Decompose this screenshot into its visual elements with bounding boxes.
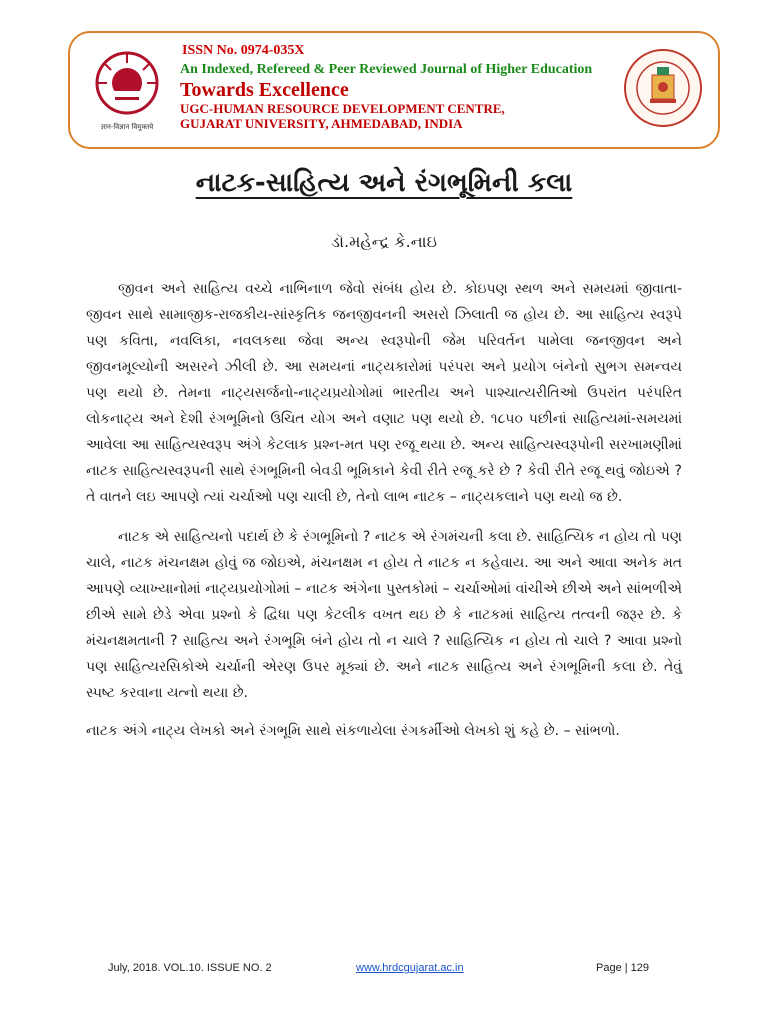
journal-title: Towards Excellence [180, 79, 349, 101]
paragraph-1: જીવન અને સાહિત્ય વચ્ચે નાભિનાળ જેવો સંબંધ હોય છે. કોઇપણ સ્થળ અને સમયમાં જીવાતા-જીવન સાથે સામાજીક-રાજકીય-સાંસ્કૃતિક જનજીવનની અસરો ઝિલાતી જ હોય છે. આ સાહિત્ય સ્વરૂપે પણ કવિતા, નવલિકા, નવલકથા જેવા અન્ય સ્વરૂપોની જેમ પરિવર્તન પામેલા જનજીવન અને જીવનમૂલ્યોની અસરને ઝીલી છે. આ સમયનાં નાટ્યકારોમાં પરંપરા અને પ્રયોગ બંનેનો સુભગ સમન્વય પણ થયો છે. તેમના નાટ્યસર્જનો-નાટ્યપ્રયોગોમાં ભારતીય અને પાશ્ચાત્યરીતિઓ ઉપરાંત પરંપરિત લોકનાટ્ય અને દેશી રંગભૂમિનો ઉચિત યોગ અને વણાટ પણ થયો છે. ૧૮૫૦ પછીનાં સાહિત્યમાં-સમયમાં આવેલા આ સાહિત્યસ્વરૂપ અંગે કેટલાક પ્રશ્ન-મત પણ રજૂ થયા છે. અન્ય સાહિત્યસ્વરૂપોની સરખામણીમાં નાટક સાહિત્યસ્વરૂપની સાથે રંગભૂમિની બેવડી ભૂમિકાને કેવી રીતે રજૂ કરે છે ? કેવી રીતે રજૂ થવું જોઇએ ? તે વાતને લઇ આપણે ત્યાં ચર્ચાઓ પણ ચાલી છે, તેનો લાભ નાટક – નાટ્યકલાને પણ થયો જ છે. [86, 281, 682, 505]
article-body [86, 276, 682, 744]
gujarat-university-seal-icon [622, 47, 704, 129]
centre-name: UGC-HUMAN RESOURCE DEVELOPMENT CENTRE, [180, 101, 505, 116]
website-link[interactable]: www.hrdcgujarat.ac.in [356, 962, 464, 974]
page-number: Page | 129 [596, 962, 650, 974]
issn-number: ISSN No. 0974-035X [182, 43, 305, 58]
journal-header [68, 31, 720, 149]
issue-info: July, 2018. VOL.10. ISSUE NO. 2 [108, 962, 272, 974]
paragraph-2: નાટક એ સાહિત્યનો પદાર્થ છે કે રંગભૂમિનો ? નાટક એ રંગમંચની કલા છે. સાહિત્યિક ન હોય તો પણ ચાલે, નાટક મંચનક્ષમ હોવું જ જોઇએ, મંચનક્ષમ ન હોય તે નાટક ન કહેવાય. આ અને આવા અનેક મત આપણે વ્યાખ્યાનોમાં નાટ્યપ્રયોગોમાં – નાટક અંગેના પુસ્તકોમાં – ચર્ચાઓમાં વાંચીએ છીએ અને સાંભળીએ છીએ સામે છેડે એવા પ્રશ્નો કે દ્વિધા પણ કેટલીક વખત થઇ છે કે નાટકમાં સાહિત્ય તત્વની જરૂર છે. કે મંચનક્ષમતાની ? સાહિત્ય અને રંગભૂમિ બંને હોય તો ન ચાલે ? સાહિત્યિક ન હોય તો ચાલે ? આવા પ્રશ્નો પણ સાહિત્યરસિકોએ ચર્ચાની એરણ ઉપર મૂક્યાં છે. અને નાટક સાહિત્ય અને રંગભૂમિની કલા છે. તેવું સ્પષ્ટ કરવાના યત્નો થયા છે. [86, 529, 682, 701]
svg-text:ज्ञान-विज्ञान विमुक्तये: ज्ञान-विज्ञान विमुक्तये [100, 123, 154, 131]
article-title: નાટક-સાહિત્ય અને રંગભૂમિની કલા [195, 168, 573, 198]
ugc-logo-icon [92, 47, 162, 137]
header-text [180, 41, 620, 131]
university-name: GUJARAT UNIVERSITY, AHMEDABAD, INDIA [180, 116, 463, 131]
author-name: ડૉ.મહેન્દ્ર કે.નાઇ [331, 232, 437, 251]
paragraph-3: નાટક અંગે નાટ્ય લેખકો અને રંગભૂમિ સાથે સંકળાયેલા રંગકર્મીઓ લેખકો શું કહે છે. – સાંભળો. [86, 723, 620, 739]
journal-description: An Indexed, Refereed & Peer Reviewed Journal of Higher Education [180, 62, 593, 77]
